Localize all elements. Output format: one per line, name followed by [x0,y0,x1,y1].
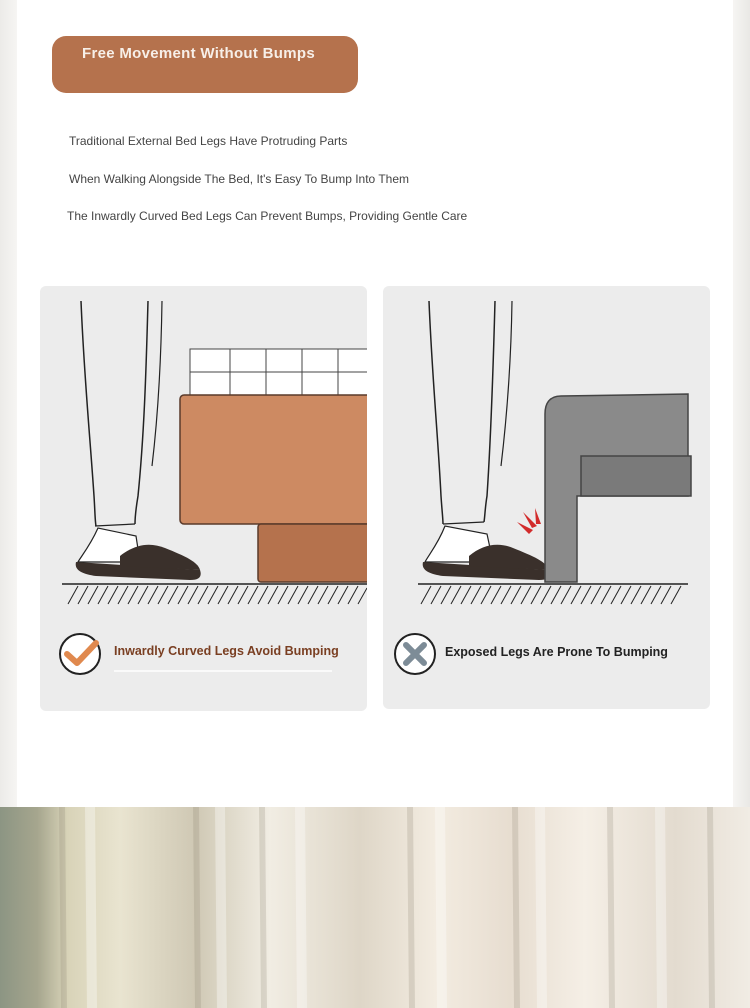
curved-leg-illustration [40,286,367,606]
exposed-leg-illustration [383,286,710,606]
feature-item-3: The Inwardly Curved Bed Legs Can Prevent Bumps, Providing Gentle Care [67,209,468,223]
caption-exposed-legs: Exposed Legs Are Prone To Bumping [445,645,668,659]
bump-mark [517,508,541,534]
feature-item-1: Traditional External Bed Legs Have Protruding Parts [69,134,348,148]
curtain-photo [0,807,750,1008]
comparison-card-curved-legs [40,286,367,711]
page-margin-left [0,0,17,808]
page-margin-right [733,0,750,808]
section-title-badge [52,36,358,93]
cross-icon [393,632,437,676]
feature-item-2: When Walking Alongside The Bed, It's Easy To Bump Into Them [69,172,410,186]
check-icon [58,632,102,676]
comparison-card-exposed-legs [383,286,710,709]
caption-curved-legs: Inwardly Curved Legs Avoid Bumping [114,644,339,658]
caption-underline [114,670,332,672]
section-title: Free Movement Without Bumps [82,45,315,62]
